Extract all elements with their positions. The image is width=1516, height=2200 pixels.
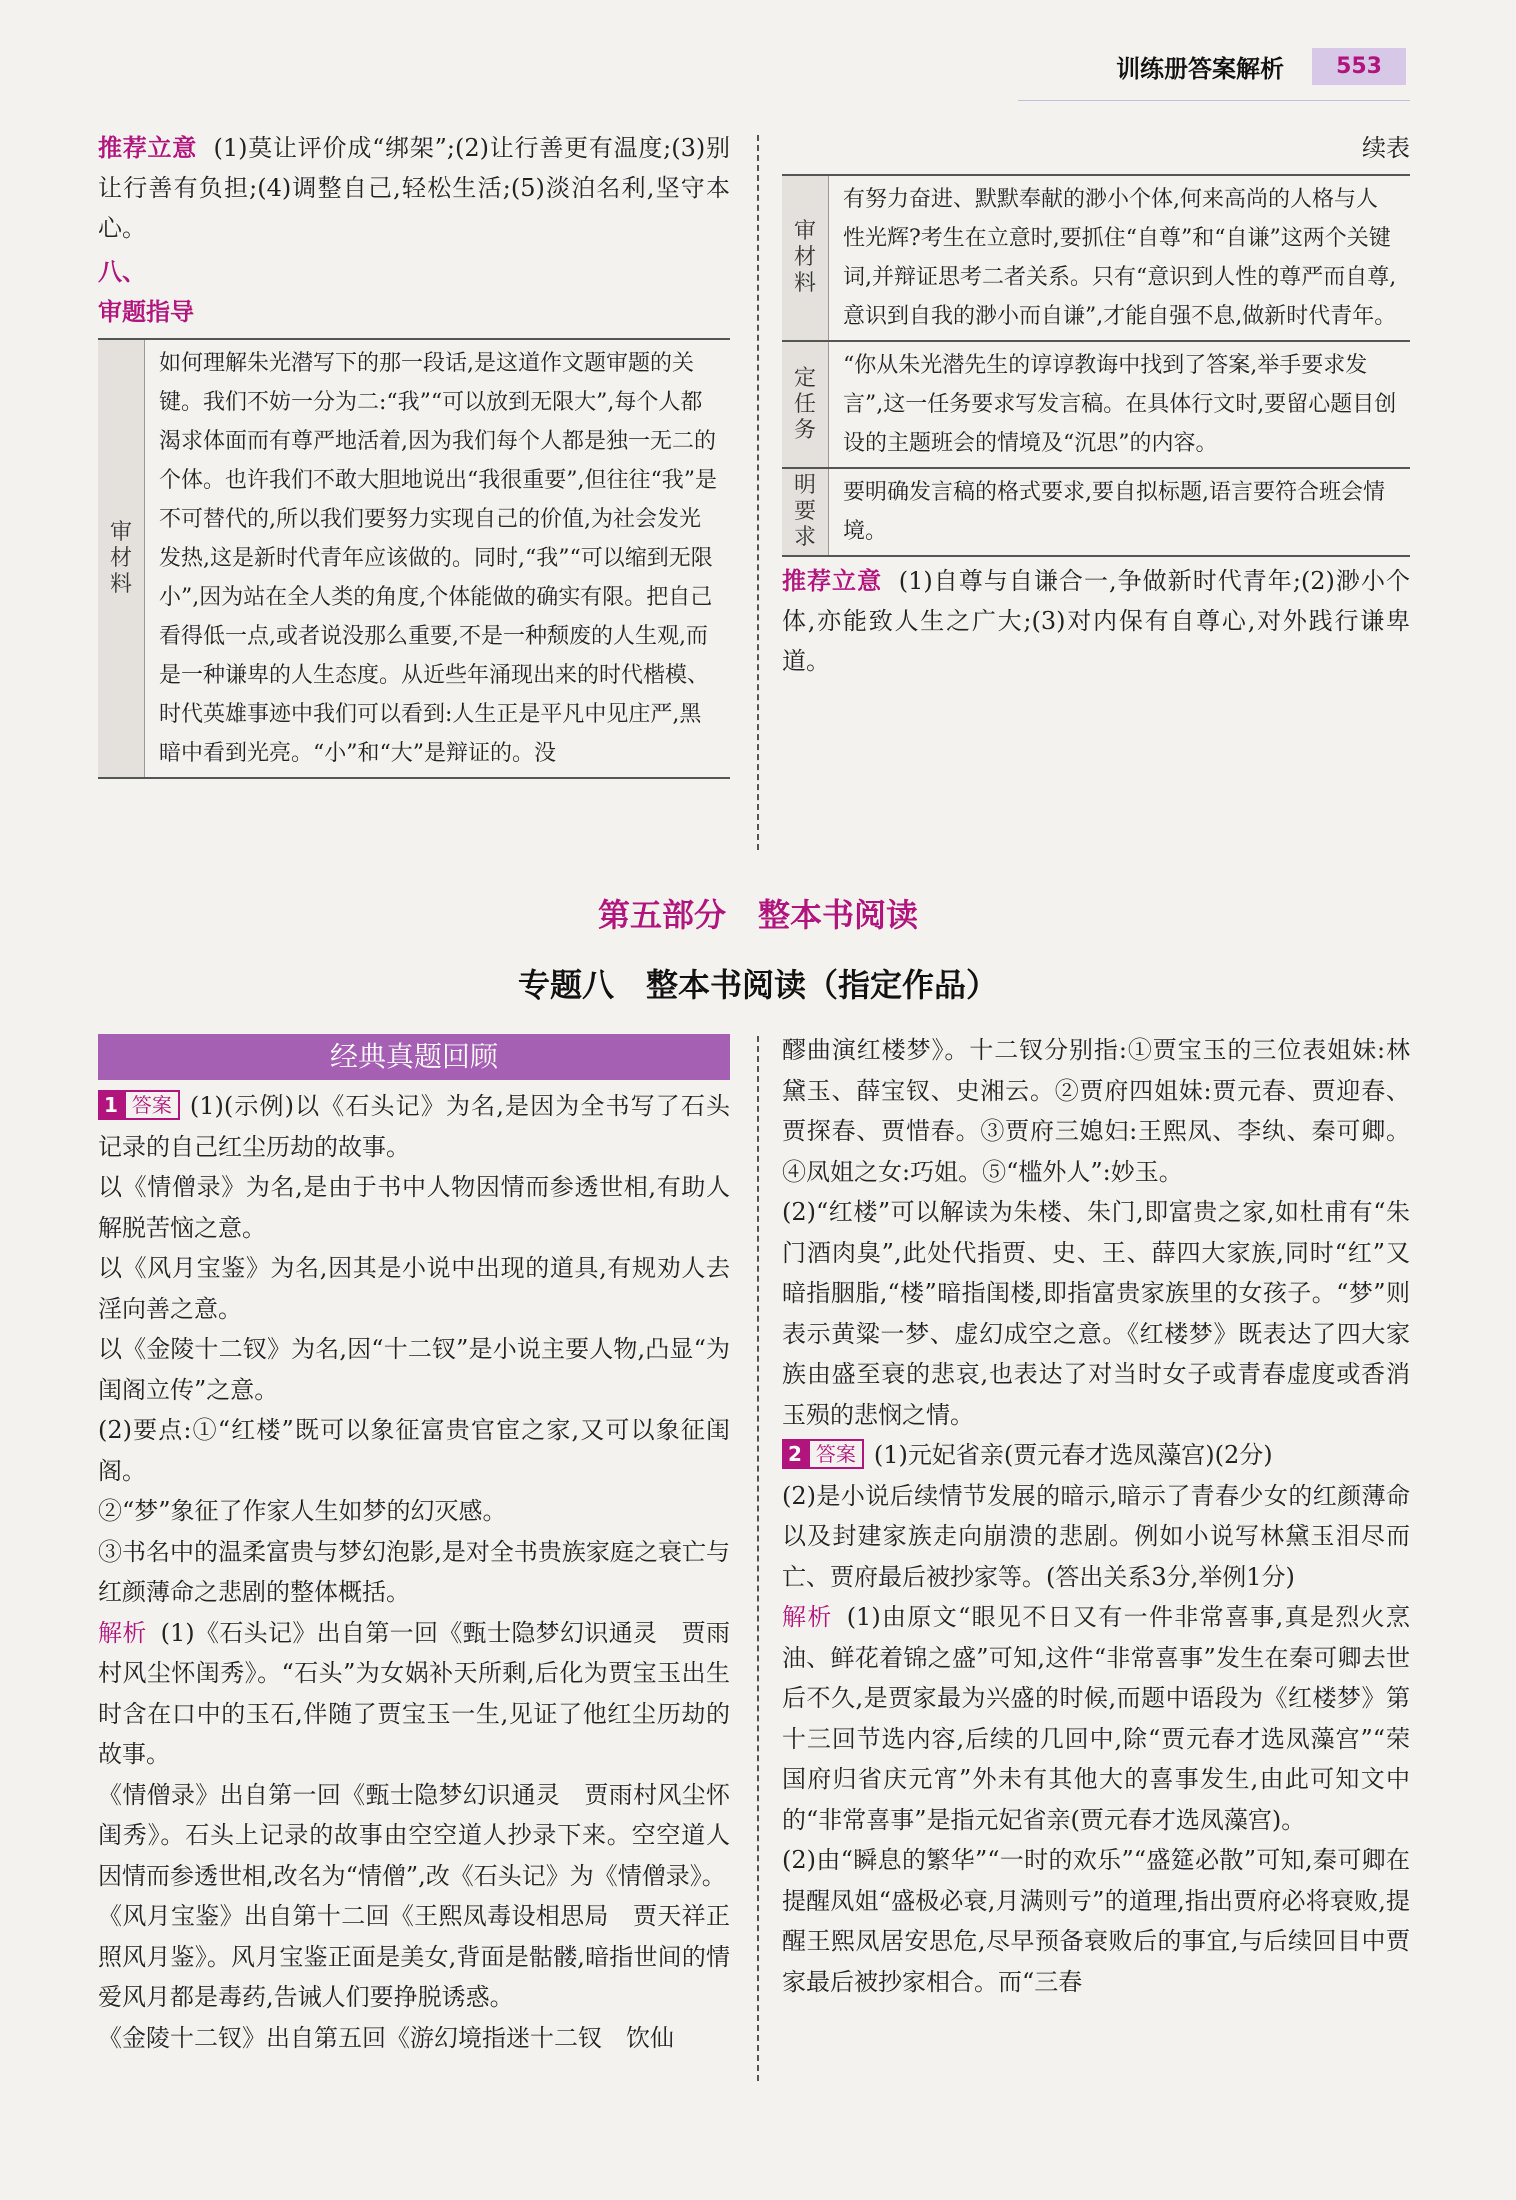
material-table-left <box>98 338 730 779</box>
analysis-paragraph: (2)由“瞬息的繁华”“一时的欢乐”“盛筵必散”可知,秦可卿在提醒凤姐“盛极必衰,月满则亏”的道理,指出贾府必将衰败,提醒王熙凤居安思危,尽早预备衰败后的事宜,与后续回目中贾家最后被抄家相合。而“三春 <box>782 1846 1410 1996</box>
answer-paragraph: 2 答案 (1)元妃省亲(贾元春才选凤藻宫)(2分) <box>782 1435 1410 1476</box>
recommend-text: (1)自尊与自谦合一,争做新时代青年;(2)渺小个体,亦能致人生之广大;(3)对内保有自尊心,对外践行谦卑道。 <box>782 567 1410 675</box>
analysis-label: 解析 <box>98 1618 147 1647</box>
answer-paragraph: (2)“红楼”可以解读为朱楼、朱门,即富贵之家,如杜甫有“朱门酒肉臭”,此处代指贾、史、王、薛四大家族,同时“红”又暗指胭脂,“楼”暗指闺楼,即指富贵家族里的女孩子。“梦”则表示黄粱一梦、虚幻成空之意。《红楼梦》既表达了四大家族由盛至衰的悲哀,也表达了对当时女子或青春虚度或香消玉殒的悲悯之情。 <box>782 1198 1410 1429</box>
table-side-label: 审材料 <box>98 339 145 778</box>
right-bottom-column <box>782 1030 1410 2002</box>
recommend-section <box>782 561 1410 681</box>
right-top-column <box>782 128 1410 681</box>
left-bottom-column <box>98 1034 730 2058</box>
answer-paragraph: 以《风月宝鉴》为名,因其是小说中出现的道具,有规劝人去淫向善之意。 <box>98 1254 730 1323</box>
answer-badge: 1 答案 <box>98 1090 180 1120</box>
header-rule <box>1018 100 1410 101</box>
answer-badge: 2 答案 <box>782 1439 864 1469</box>
table-row-text: 有努力奋进、默默奉献的渺小个体,何来高尚的人格与人性光辉?考生在立意时,要抓住“自尊”和“自谦”这两个关键词,并辩证思考二者关系。只有“意识到人性的尊严而自尊,意识到自我的渺小而自谦”,才能自强不息,做新时代青年。 <box>843 187 1397 329</box>
recommend-text: (1)莫让评价成“绑架”;(2)让行善更有温度;(3)别让行善有负担;(4)调整自己,轻松生活;(5)淡泊名利,坚守本心。 <box>98 134 731 242</box>
section-banner: 经典真题回顾 <box>98 1034 730 1080</box>
answer-paragraph: ③书名中的温柔富贵与梦幻泡影,是对全书贵族家庭之衰亡与红颜薄命之悲剧的整体概括。 <box>98 1537 730 1606</box>
answer-paragraph: (2)要点:①“红楼”既可以象征富贵官宦之家,又可以象征闺阁。 <box>98 1416 730 1485</box>
analysis-paragraph: 《风月宝鉴》出自第十二回《王熙凤毒设相思局 贾天祥正照风月鉴》。风月宝鉴正面是美女,背面是骷髅,暗指世间的情爱风月都是毒药,告诫人们要挣脱诱惑。 <box>98 1902 730 2011</box>
analysis-paragraph: 《情僧录》出自第一回《甄士隐梦幻识通灵 贾雨村风尘怀闺秀》。石头上记录的故事由空空道人抄录下来。空空道人因情而参透世相,改名为“情僧”,改《石头记》为《情僧录》。 <box>98 1780 730 1890</box>
page-header <box>1116 48 1406 85</box>
answer-paragraph: 1 答案 (1)(示例)以《石头记》为名,是因为全书写了石头记录的自己红尘历劫的故事。 <box>98 1092 730 1161</box>
answer-paragraph: ②“梦”象征了作家人生如梦的幻灭感。 <box>98 1497 507 1525</box>
guide-label: 审题指导 <box>98 298 194 326</box>
analysis-paragraph: 解析 (1)由原文“眼见不日又有一件非常喜事,真是烈火烹油、鲜花着锦之盛”可知,这件“非常喜事”发生在秦可卿去世后不久,是贾家最为兴盛的时候,而题中语段为《红楼梦》第十三回节选内容,后续的几回中,除“贾元春才选凤藻宫”“荣国府归省庆元宵”外未有其他大的喜事发生,由此可知文中的“非常喜事”是指元妃省亲(贾元春才选凤藻宫)。 <box>782 1603 1410 1834</box>
column-divider-bottom <box>757 1036 759 2081</box>
recommend-label: 推荐立意 <box>782 567 883 595</box>
section-heading-8: 八、 <box>98 258 146 286</box>
answer-paragraph: 以《情僧录》为名,是由于书中人物因情而参透世相,有助人解脱苦恼之意。 <box>98 1173 730 1242</box>
left-top-column <box>98 128 730 779</box>
topic-title: 专题八 整本书阅读（指定作品） <box>517 966 998 1004</box>
continued-label: 续表 <box>1362 134 1410 162</box>
recommend-label: 推荐立意 <box>98 134 198 162</box>
table-side-label: 定任务 <box>782 341 829 468</box>
analysis-paragraph: 《金陵十二钗》出自第五回《游幻境指迷十二钗 饮仙 <box>98 2023 674 2052</box>
table-side-label: 审材料 <box>782 175 829 341</box>
analysis-paragraph: 解析 (1)《石头记》出自第一回《甄士隐梦幻识通灵 贾雨村风尘怀闺秀》。“石头”为女娲补天所剩,后化为贾宝玉出生时含在口中的玉石,伴随了贾宝玉一生,见证了他红尘历劫的故事。 <box>98 1618 730 1768</box>
analysis-label: 解析 <box>782 1603 833 1631</box>
material-table-right <box>782 174 1410 557</box>
table-row-text: “你从朱光潜先生的谆谆教诲中找到了答案,举手要求发言”,这一任务要求写发言稿。在具体行文时,要留心题目创设的主题班会的情境及“沉思”的内容。 <box>843 353 1397 456</box>
material-text: 如何理解朱光潜写下的那一段话,是这道作文题审题的关键。我们不妨一分为二:“我”“可以放到无限大”,每个人都渴求体面而有尊严地活着,因为我们每个人都是独一无二的个体。也许我们不敢大胆地说出“我很重要”,但往往“我”是不可替代的,所以我们要努力实现自己的价值,为社会发光发热,这是新时代青年应该做的。同时,“我”“可以缩到无限小”,因为站在全人类的角度,个体能做的确实有限。把自己看得低一点,或者说没那么重要,不是一种颓废的人生观,而是一种谦卑的人生态度。从近些年涌现出来的时代楷模、时代英雄事迹中我们可以看到:人生正是平凡中见庄严,黑暗中看到光亮。“小”和“大”是辩证的。没 <box>159 351 717 766</box>
part-title: 第五部分 整本书阅读 <box>597 896 918 934</box>
page-number: 553 <box>1312 48 1406 85</box>
column-divider-top <box>757 135 759 850</box>
answer-paragraph: (2)是小说后续情节发展的暗示,暗示了青春少女的红颜薄命以及封建家族走向崩溃的悲剧。例如小说写林黛玉泪尽而亡、贾府最后被抄家等。(答出关系3分,举例1分) <box>782 1481 1410 1591</box>
table-side-label: 明要求 <box>782 468 829 556</box>
answer-paragraph: 醪曲演红楼梦》。十二钗分别指:①贾宝玉的三位表姐妹:林黛玉、薛宝钗、史湘云。②贾府四姐妹:贾元春、贾迎春、贾探春、贾惜春。③贾府三媳妇:王熙凤、李纨、秦可卿。④凤姐之女:巧姐。⑤“槛外人”:妙玉。 <box>782 1036 1410 1186</box>
header-title: 训练册答案解析 <box>1116 55 1285 83</box>
table-row-text: 要明确发言稿的格式要求,要自拟标题,语言要符合班会情境。 <box>843 480 1385 544</box>
answer-paragraph: 以《金陵十二钗》为名,因“十二钗”是小说主要人物,凸显“为闺阁立传”之意。 <box>98 1335 730 1404</box>
recommend-section <box>98 128 730 248</box>
